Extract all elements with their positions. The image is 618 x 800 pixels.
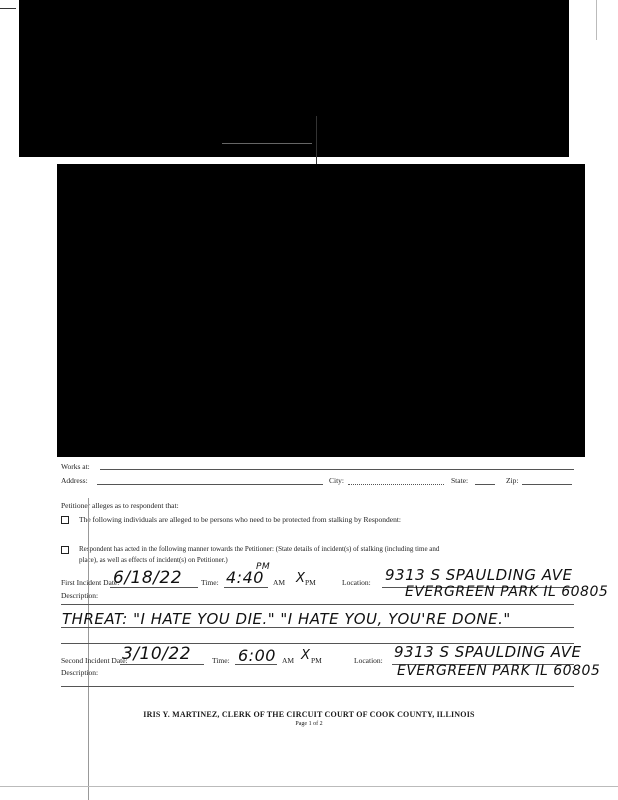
- scan-bottom-edge: [0, 786, 618, 787]
- second-incident-am-label: AM: [282, 656, 295, 665]
- scan-margin-line: [88, 498, 89, 800]
- city-label: City:: [329, 476, 345, 485]
- first-incident-description-label: Description:: [61, 591, 99, 600]
- clerk-footer: IRIS Y. MARTINEZ, CLERK OF THE CIRCUIT COURT OF COOK COUNTY, ILLINOIS: [143, 710, 475, 719]
- second-incident-date-label: Second Incident Date:: [61, 656, 128, 665]
- first-incident-am-label: AM: [273, 578, 286, 587]
- second-incident-description-line: [61, 686, 574, 687]
- first-incident-time-line: [224, 587, 268, 588]
- first-incident-pm-cross: X: [296, 571, 306, 586]
- scan-mark-right: [596, 0, 617, 40]
- option2-text-line1: Respondent has acted in the following manner towards the Petitioner: (State details of incident(s) of stalking (including time and: [79, 545, 440, 553]
- address-line: [97, 484, 323, 485]
- first-incident-description-line1: [61, 604, 574, 605]
- second-incident-date-line: [120, 664, 204, 665]
- option1-text: The following individuals are alleged to be persons who need to be protected from stalking by Respondent:: [79, 515, 402, 524]
- first-incident-description-value: THREAT: "I HATE YOU DIE." "I HATE YOU, YOU'RE DONE.": [62, 610, 511, 628]
- petitioner-alleges-text: Petitioner alleges as to respondent that:: [61, 501, 179, 510]
- state-line: [475, 484, 495, 485]
- second-incident-description-label: Description:: [61, 668, 99, 677]
- first-incident-time-value: 4:40: [226, 568, 264, 587]
- scan-mark-left: [0, 8, 16, 9]
- option2-text-line2: place), as well as effects of incident(s) on Petitioner.): [79, 556, 228, 564]
- scan-vertical-mark: [316, 116, 317, 168]
- second-incident-location-line1: 9313 S SPAULDING AVE: [394, 643, 582, 661]
- page-number: Page 1 of 2: [295, 721, 323, 727]
- second-incident-date-value: 3/10/22: [122, 644, 192, 664]
- first-incident-location-label: Location:: [342, 578, 371, 587]
- first-incident-location-line2: EVERGREEN PARK IL 60805: [405, 584, 609, 600]
- option2-checkbox[interactable]: [61, 546, 69, 554]
- first-incident-date-label: First Incident Date:: [61, 578, 120, 587]
- zip-label: Zip:: [506, 476, 519, 485]
- first-incident-date-value: 6/18/22: [113, 568, 183, 588]
- first-incident-pm-label: PM: [305, 578, 316, 587]
- redaction-block-top: [19, 0, 569, 157]
- zip-line: [522, 484, 572, 485]
- second-incident-location-label: Location:: [354, 656, 383, 665]
- second-incident-time-label: Time:: [212, 656, 230, 665]
- second-incident-location-line2: EVERGREEN PARK IL 60805: [397, 663, 601, 679]
- works-at-label: Works at:: [61, 462, 90, 471]
- second-incident-pm-label: PM: [311, 656, 322, 665]
- city-line: [348, 484, 444, 485]
- second-incident-time-value: 6:00: [238, 646, 276, 665]
- state-label: State:: [451, 476, 469, 485]
- second-incident-pm-cross: X: [301, 648, 311, 663]
- first-incident-location-line1: 9313 S SPAULDING AVE: [385, 566, 573, 584]
- first-incident-pm-mark: PM: [256, 562, 271, 572]
- first-incident-description-line2: [61, 627, 574, 628]
- redaction-block-main: [57, 164, 585, 457]
- address-label: Address:: [61, 476, 88, 485]
- works-at-line: [100, 469, 574, 470]
- first-incident-time-label: Time:: [201, 578, 219, 587]
- option1-checkbox[interactable]: [61, 516, 69, 524]
- scan-mark: [222, 143, 312, 144]
